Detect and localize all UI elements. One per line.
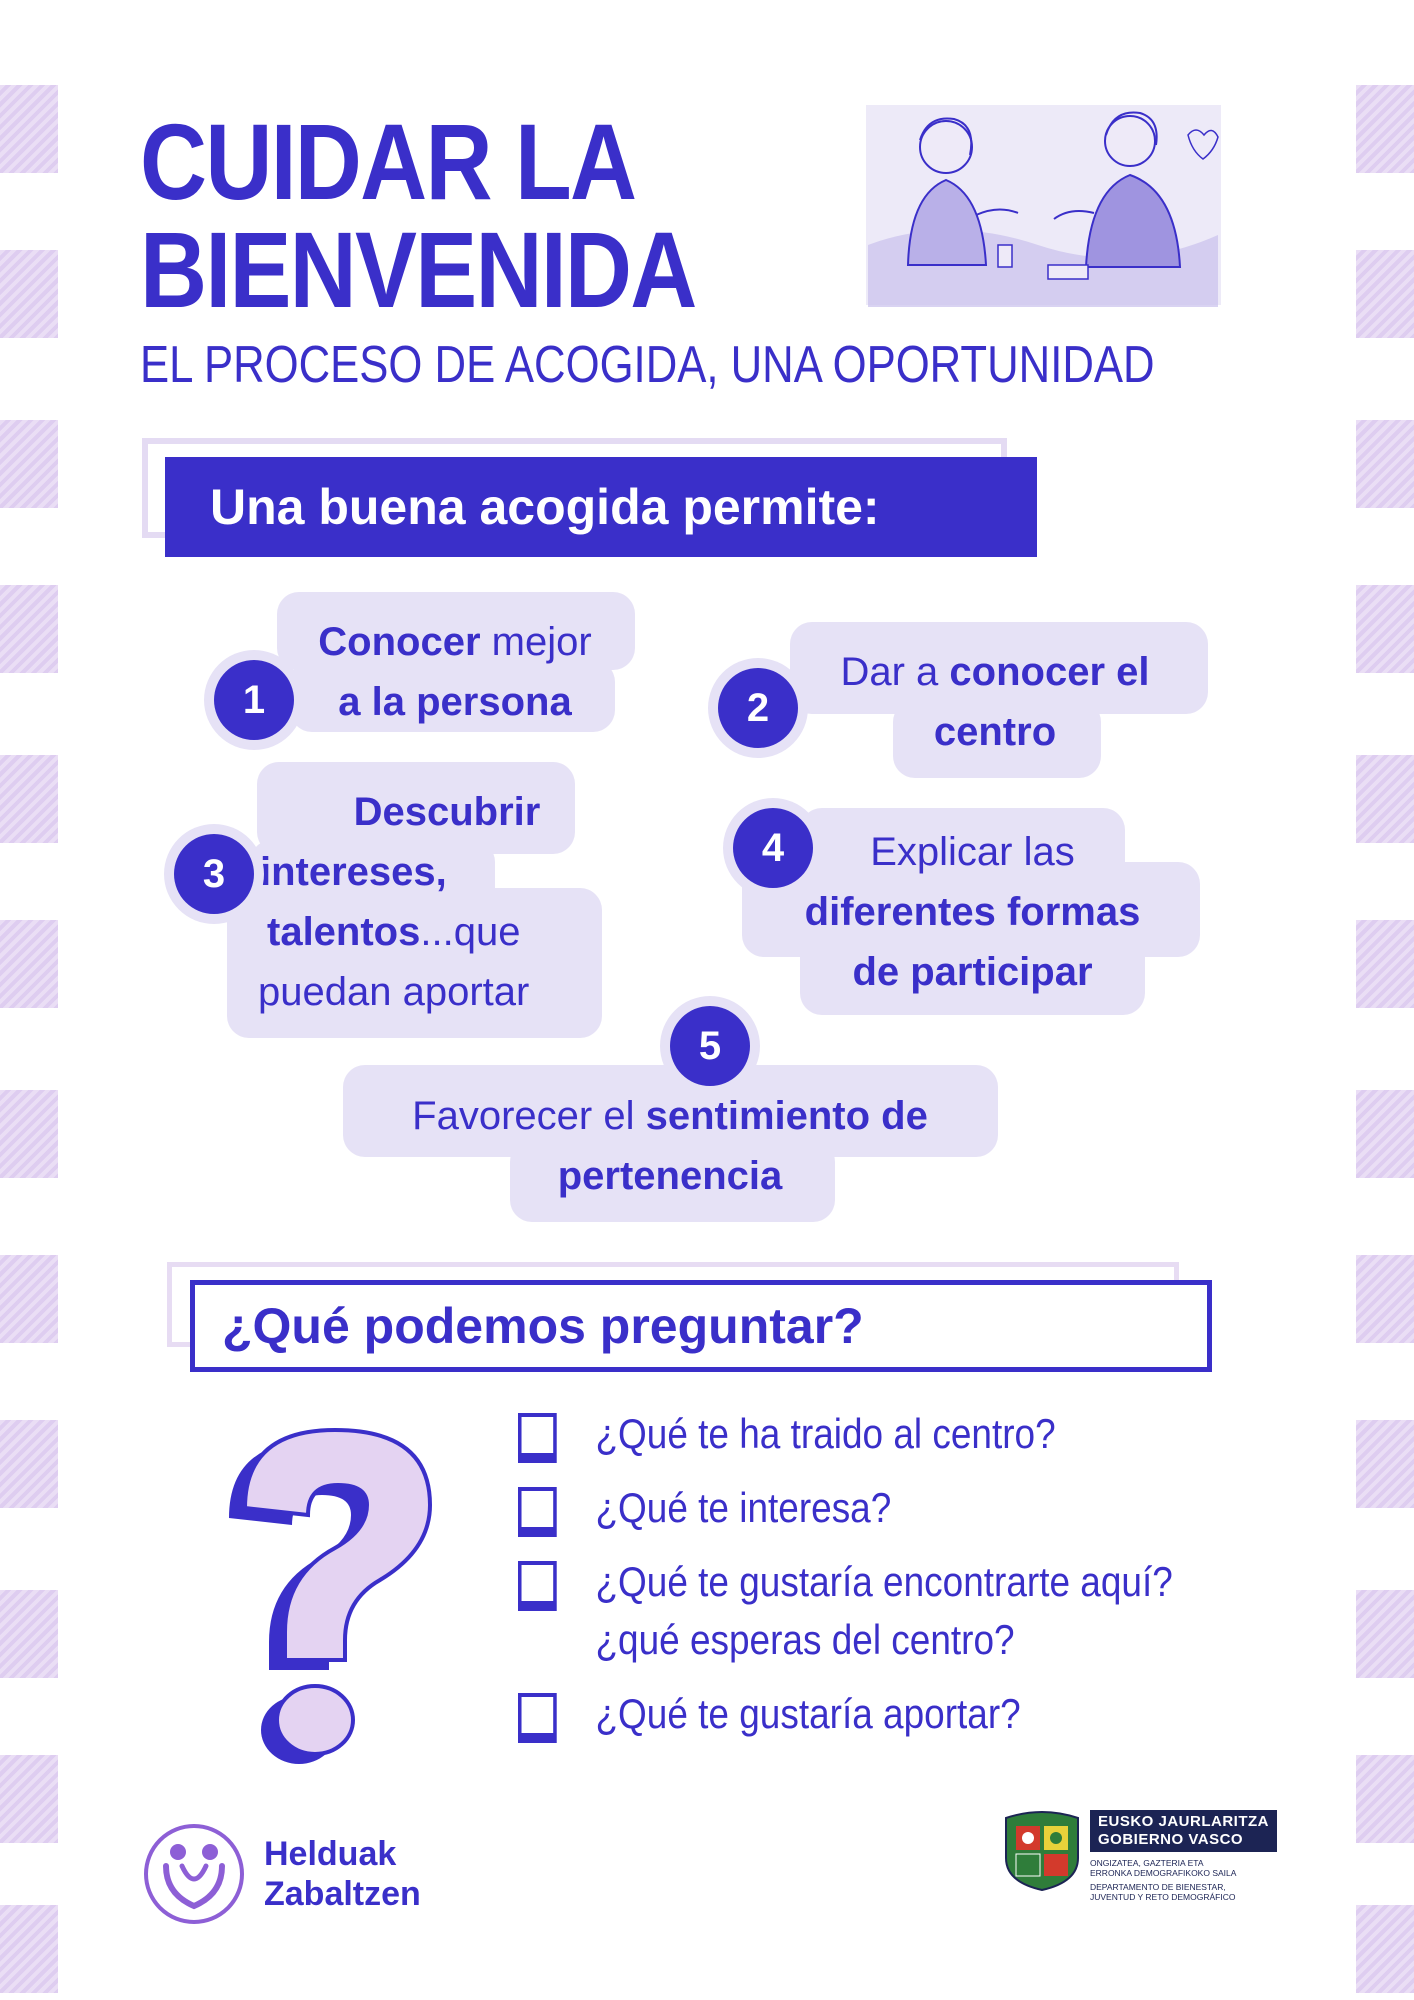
number-badge-4: 4 <box>733 808 813 888</box>
stripe <box>1356 1420 1414 1508</box>
stripe <box>1356 1090 1414 1178</box>
stripe <box>0 85 58 173</box>
stripe <box>0 1255 58 1343</box>
item-4-line1: Explicar las <box>870 830 1075 874</box>
item-5-bold: sentimiento de <box>645 1094 928 1138</box>
page-title <box>140 101 696 330</box>
right-edge-decoration <box>1356 0 1414 2000</box>
question-checklist <box>518 1405 1262 1743</box>
stripe <box>0 250 58 338</box>
item-3-line3-bold: talentos <box>267 910 421 954</box>
question-text: ¿Qué te gustaría encontrarte aquí? <box>595 1558 1173 1605</box>
stripe <box>0 920 58 1008</box>
item-3-line3-rest: ...que <box>420 910 521 954</box>
stripe <box>1356 250 1414 338</box>
item-1-rest: mejor <box>480 620 592 664</box>
number-badge-2: 2 <box>718 668 798 748</box>
item-4-line2: diferentes formas <box>804 890 1141 934</box>
checklist-item <box>518 1479 1173 1537</box>
item-4-line3: de participar <box>852 950 1093 994</box>
checklist-item <box>518 1405 1173 1463</box>
stripe <box>1356 85 1414 173</box>
item-1-text <box>285 612 625 732</box>
checklist-item <box>518 1685 1173 1743</box>
stripe <box>0 420 58 508</box>
stripe <box>1356 1755 1414 1843</box>
stripe <box>0 1905 58 1993</box>
gov-name-es: GOBIERNO VASCO <box>1098 1831 1244 1848</box>
title-line-2: BIENVENIDA <box>140 209 696 330</box>
stripe <box>0 755 58 843</box>
item-5-rest: Favorecer el <box>412 1094 646 1138</box>
stripe <box>0 1420 58 1508</box>
brand-name-line1: Helduak <box>264 1835 397 1873</box>
stripe <box>1356 1590 1414 1678</box>
item-3-line2: intereses, <box>260 850 447 894</box>
item-2-text <box>795 642 1195 762</box>
section-heading-permite: Una buena acogida permite: <box>165 457 1037 557</box>
item-3-line4: puedan aportar <box>258 970 530 1014</box>
stripe <box>1356 920 1414 1008</box>
item-5-line2: pertenencia <box>557 1154 783 1198</box>
item-2-rest: Dar a <box>840 650 950 694</box>
stripe <box>0 1590 58 1678</box>
item-1-line2: a la persona <box>338 680 572 724</box>
helduak-logo-icon <box>142 1822 246 1926</box>
checkbox[interactable] <box>518 1413 557 1457</box>
question-mark-icon <box>205 1400 475 1770</box>
gobierno-vasco-logo <box>1002 1810 1277 1902</box>
dept-eu-line1: ONGIZATEA, GAZTERIA ETA <box>1090 1858 1204 1868</box>
stripe <box>0 585 58 673</box>
page-subtitle: EL PROCESO DE ACOGIDA, UNA OPORTUNIDAD <box>140 336 1155 394</box>
dept-es-line1: DEPARTAMENTO DE BIENESTAR, <box>1090 1882 1226 1892</box>
stripe <box>1356 585 1414 673</box>
stripe <box>0 1755 58 1843</box>
section-heading-preguntar: ¿Qué podemos preguntar? <box>190 1280 1212 1372</box>
item-3-line1: Descubrir <box>353 790 541 834</box>
number-badge-1: 1 <box>214 660 294 740</box>
dept-eu-line2: ERRONKA DEMOGRAFIKOKO SAILA <box>1090 1868 1237 1878</box>
helduak-zabaltzen-logo <box>142 1822 421 1926</box>
question-text: ¿Qué te interesa? <box>595 1484 892 1531</box>
gov-name-eu: EUSKO JAURLARITZA <box>1098 1813 1270 1830</box>
stripe <box>1356 755 1414 843</box>
item-4-text <box>760 822 1185 1002</box>
item-2-line2: centro <box>933 710 1057 754</box>
stripe <box>1356 1905 1414 1993</box>
stripe <box>1356 420 1414 508</box>
stripe <box>1356 1255 1414 1343</box>
question-text: ¿Qué te ha traido al centro? <box>595 1410 1056 1457</box>
item-3-text <box>222 782 612 1022</box>
dept-es-line2: JUVENTUD Y RETO DEMOGRÁFICO <box>1090 1892 1236 1902</box>
number-badge-3: 3 <box>174 834 254 914</box>
item-1-bold: Conocer <box>318 620 481 664</box>
item-2-bold: conocer el <box>949 650 1150 694</box>
item-5-text <box>350 1086 990 1206</box>
question-text: ¿Qué te gustaría aportar? <box>595 1690 1021 1737</box>
gov-name-band <box>1090 1810 1277 1852</box>
checkbox[interactable] <box>518 1487 557 1531</box>
left-edge-decoration <box>0 0 58 2000</box>
checkbox[interactable] <box>518 1693 557 1737</box>
brand-name-line2: Zabaltzen <box>264 1875 421 1913</box>
checkbox[interactable] <box>518 1561 557 1605</box>
question-text-line2: ¿qué esperas del centro? <box>595 1616 1015 1663</box>
title-line-1: CUIDAR LA <box>140 101 636 222</box>
coat-of-arms-icon <box>1002 1810 1082 1892</box>
checklist-item <box>518 1553 1173 1669</box>
stripe <box>0 1090 58 1178</box>
two-women-talking-illustration <box>858 95 1226 310</box>
number-badge-5: 5 <box>670 1006 750 1086</box>
